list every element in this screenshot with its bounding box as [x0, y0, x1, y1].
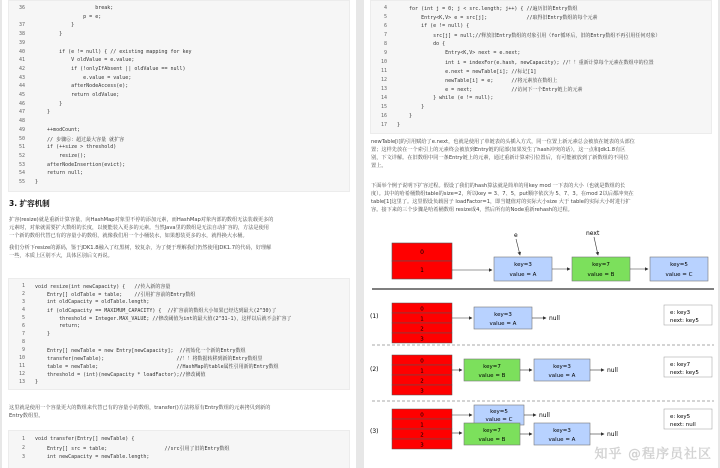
step1-node-key3-key: key=3 [494, 312, 512, 318]
code-line-number: 9 [21, 347, 25, 353]
code-line-number: 53 [18, 161, 25, 168]
code-block-transfer-body [370, 0, 712, 134]
code-line: Entry[] newTable = new Entry[newCapacity]; //初始化一个新的Entry数组 [35, 348, 246, 354]
code-line-number: 5 [21, 315, 25, 321]
code-line: newTable[i] = e; //将元素放在数组上 [397, 78, 558, 84]
code-line-number: 39 [18, 39, 25, 46]
step3-null-a: null [539, 412, 550, 419]
new-slot-label: 1 [420, 422, 424, 429]
step3-node-key5-key: key=5 [490, 409, 508, 415]
paragraph-line: 度）。其中的哈希桶数组table的size=2，所以key = 3、7、5，put顺序依次为 5、7、3。在mod 2以后都冲突在 [371, 191, 634, 197]
code-line: threshold = Integer.MAX_VALUE; //修改阈值为int的最大值(2^31-1)，这样以后就不会扩容了 [35, 316, 292, 322]
code-line-number: 1 [21, 283, 25, 289]
code-line: transfer(newTable); //！！将数据转移到新的Entry数组里 [35, 356, 263, 362]
code-line-number: 7 [383, 32, 387, 38]
paragraph-line: 扩容(resize)就是重新计算容量，向HashMap对象里不停的添加元素，而HashMap对象内部的数组无法装载更多的 [9, 217, 274, 223]
code-line: } [35, 22, 75, 29]
step2-null: null [607, 367, 618, 374]
code-line: } [35, 109, 51, 116]
node-key7-value: value = B [587, 272, 615, 278]
code-line-number: 4 [21, 307, 25, 313]
code-line-number: 5 [383, 14, 387, 20]
new-slot-label: 3 [420, 442, 424, 449]
code-line-number: 51 [18, 144, 25, 151]
code-block-resize [8, 278, 350, 390]
code-line-number: 15 [380, 104, 387, 110]
node-key7-key: key=7 [592, 262, 610, 268]
code-line: p = e; [35, 13, 102, 20]
code-line-number: 38 [18, 31, 25, 38]
code-line-number: 12 [18, 371, 25, 377]
code-line-number: 1 [21, 436, 25, 442]
code-line: ++modCount; [35, 126, 81, 133]
code-line: Entry<K,V> e = src[j]; //取得旧Entry数组的每个元素 [397, 15, 598, 21]
right-page [364, 0, 718, 468]
code-line: } [35, 331, 51, 337]
paragraph-line: 置；这样先放在一个索引上的元素终会被放到Entry链的尾部(如果发生了hash冲突的话），这一点和Jdk1.8有区 [371, 147, 626, 153]
code-line: return null; [35, 170, 84, 177]
code-line: do { [397, 41, 446, 47]
new-slot-label: 2 [420, 326, 424, 333]
pointer-next-label: next [586, 230, 600, 237]
code-line-number: 10 [380, 59, 387, 65]
paragraph-line: 我们分析下resize的源码，鉴于JDK1.8融入了红黑树，较复杂，为了便于理解我们仍然使用JDK1.7的代码，好理解 [9, 245, 272, 251]
code-line: return oldValue; [35, 92, 120, 98]
paragraph-line: 一个新的数组代替已有的容量小的数组，就像我们用一个小桶装水，如果想装更多的水，就得换大水桶。 [9, 233, 248, 239]
code-line: afterNodeInsertion(evict); [35, 161, 126, 168]
code-line-number: 4 [383, 5, 387, 11]
node-key5-key: key=5 [670, 262, 688, 268]
step3-node-key7-key: key=7 [483, 428, 501, 434]
code-line: break; [35, 5, 114, 11]
step3-info-e: e: key5 [670, 414, 691, 420]
code-line: threshold = (int)(newCapacity * loadFactor);//修改阈值 [35, 372, 206, 378]
step3-node-key3-value: value = A [548, 437, 576, 443]
left-page [2, 0, 356, 468]
code-line-number: 50 [18, 135, 25, 142]
code-line-number: 49 [18, 126, 25, 133]
code-line-number: 45 [18, 92, 25, 98]
code-line-number: 37 [18, 22, 25, 29]
paragraph-resize-intro [9, 216, 353, 240]
code-line-number: 2 [21, 445, 25, 451]
code-line-number: 52 [18, 152, 25, 159]
paragraph-line: table[1]这里了。这里假设负载因子 loadFactor=1，即当键值对的实际大小size 大于 table的实际大小时进行扩 [371, 199, 631, 205]
new-slot-label: 0 [420, 306, 424, 313]
step3-node-key5-value: value = C [485, 417, 513, 423]
code-line: resize(); [35, 152, 87, 159]
code-line-number: 2 [21, 291, 25, 297]
old-table [392, 230, 708, 281]
code-line: e.value = value; [35, 74, 132, 81]
code-line-number: 36 [18, 5, 25, 11]
code-line-number: 6 [383, 23, 387, 29]
code-line-number: 44 [18, 83, 25, 90]
new-slot-label: 2 [420, 378, 424, 385]
code-line: } [397, 113, 413, 119]
code-line-number: 14 [380, 95, 387, 101]
step1-node-key3-value: value = A [489, 321, 517, 327]
node-key5-value: value = C [665, 272, 693, 278]
code-line-number: 42 [18, 65, 25, 72]
code-line: src[j] = null;//释放旧Entry数组的对象引用（for循环后，旧的Entry数组不再引用任何对象） [397, 33, 661, 39]
step1-info-next: next: key5 [670, 318, 699, 324]
code-line-number: 41 [18, 57, 25, 64]
step1-info-e: e: key3 [670, 310, 691, 316]
paragraph-head-insert [371, 138, 715, 170]
paragraph-line: 这里就是使用一个容量更大的数组来代替已有的容量小的数组，transfer()方法将原有Entry数组的元素拷贝到新的 [9, 405, 271, 411]
code-block-put-tail [8, 0, 350, 192]
code-line: table = newTable; //HashMap的table属性引用新的Entry数组 [35, 364, 279, 370]
step-3-label: (3) [370, 428, 379, 435]
paragraph-line: 容。接下来的三个步骤是哈希桶数组 resize成4，然后所有的Node重新rehash的过程。 [371, 207, 573, 213]
paragraph-line: 别，下文详解。在旧数组中同一条Entry链上的元素，通过重新计算索引位置后，有可能被放到了新数组的不同位 [371, 155, 629, 161]
new-slot-label: 2 [420, 432, 424, 439]
code-line-number: 8 [383, 41, 387, 47]
code-line: if (oldCapacity == MAXIMUM_CAPACITY) { //扩容前的数组大小如果已经达到最大(2^30)了 [35, 308, 277, 314]
code-line-number: 55 [18, 179, 25, 185]
step-2 [370, 355, 712, 395]
code-line: void transfer(Entry[] newTable) { [35, 436, 135, 442]
old-slot-0-label: 0 [420, 249, 424, 256]
code-line: e = next; //访问下一个Entry链上的元素 [397, 87, 583, 93]
code-line: } [35, 31, 63, 38]
code-line-number: 48 [18, 118, 25, 125]
code-line-number: 54 [18, 170, 25, 177]
new-slot-label: 0 [420, 358, 424, 365]
step3-null-b: null [607, 431, 618, 438]
paragraph-transfer-intro [9, 404, 353, 420]
step2-node-key7-key: key=7 [483, 364, 501, 370]
code-line: if (e != null) { [397, 23, 470, 29]
code-line: } [397, 104, 425, 110]
code-line: Entry<K,V> next = e.next; [397, 50, 521, 56]
code-line: V oldValue = e.value; [35, 57, 135, 64]
code-block-transfer-head [8, 430, 350, 468]
watermark: 知乎 @程序员社区 [594, 447, 712, 462]
code-line: } [35, 379, 39, 385]
step-1 [370, 303, 712, 343]
code-line: if (++size > threshold) [35, 144, 117, 151]
new-slot-label: 3 [420, 388, 424, 395]
paragraph-line: 下面举个例子说明下扩容过程。假设了我们的hash算法就是简单的用key mod 一下表的大小（也就是数组的长 [371, 183, 626, 189]
code-line-number: 7 [21, 331, 25, 337]
section-heading-resize: 3. 扩容机制 [9, 199, 50, 208]
old-slot-1-label: 1 [420, 267, 424, 274]
code-line: Entry[] oldTable = table; //引用扩容前的Entry数组 [35, 292, 196, 298]
code-line: int i = indexFor(e.hash, newCapacity); //！！重新计算每个元素在数组中的位置 [397, 60, 654, 66]
code-line-number: 3 [21, 299, 25, 305]
code-line-number: 9 [383, 50, 387, 56]
code-line: } [35, 100, 63, 107]
code-line-number: 3 [21, 454, 25, 460]
code-line-number: 12 [380, 77, 387, 83]
step-1-label: (1) [370, 313, 379, 320]
step-2-label: (2) [370, 366, 379, 373]
step3-node-key3-key: key=3 [553, 428, 571, 434]
code-line-number: 11 [18, 363, 25, 369]
code-line: int oldCapacity = oldTable.length; [35, 299, 150, 305]
paragraph-line: 置上。 [371, 163, 387, 169]
code-line-number: 8 [21, 339, 25, 345]
new-slot-label: 1 [420, 316, 424, 323]
step1-null: null [549, 315, 560, 322]
paragraph-resize-source [9, 244, 353, 260]
code-line-number: 43 [18, 74, 25, 81]
code-line: } [35, 179, 39, 185]
code-line-number: 47 [18, 109, 25, 116]
code-line: return; [35, 323, 81, 329]
code-line-number: 16 [380, 113, 387, 119]
code-line: } while (e != null); [397, 95, 494, 101]
code-line-number: 17 [380, 122, 387, 128]
code-line: void resize(int newCapacity) { //传入新的容量 [35, 284, 171, 290]
new-slot-label: 1 [420, 368, 424, 375]
code-line-number: 46 [18, 100, 25, 107]
code-line: afterNodeAccess(e); [35, 83, 129, 90]
code-line: for (int j = 0; j < src.length; j++) { //遍历旧的Entry数组 [397, 6, 578, 12]
paragraph-resize-example [371, 182, 715, 214]
code-line: // 步骤⑥：超过最大容量 就扩容 [35, 136, 125, 143]
paragraph-line: 一些，本质上区别不大，具体区别后文再说。 [9, 253, 113, 259]
code-line-number: 10 [18, 355, 25, 361]
step2-info-next: next: key5 [670, 370, 699, 376]
new-slot-label: 3 [420, 336, 424, 343]
pointer-e-label: e [514, 232, 518, 239]
code-line-number: 11 [380, 68, 387, 74]
step2-node-key3-key: key=3 [553, 364, 571, 370]
code-line: } [397, 122, 401, 128]
code-line-number: 13 [380, 86, 387, 92]
step3-node-key7-value: value = B [478, 437, 506, 443]
code-line: e.next = newTable[i]; //标记[1] [397, 69, 537, 75]
step2-info-e: e: key7 [670, 362, 691, 368]
paragraph-line: newTable[i]的引用赋给了e.next，也就是使用了单链表的头插入方式，同一位置上新元素总会被放在链表的头部位 [371, 139, 635, 145]
code-line: int newCapacity = newTable.length; [35, 454, 150, 460]
code-line-number: 6 [21, 323, 25, 329]
step3-info-next: next: null [670, 422, 696, 428]
node-key3-key: key=3 [514, 262, 532, 268]
code-line: if (e != null) { // existing mapping for key [35, 48, 192, 55]
paragraph-line: 元素时，对象就需要扩大数组的长度，以便能装入更多的元素。当然Java里的数组是无法自动扩容的，方法是使用 [9, 225, 269, 231]
node-key3-value: value = A [509, 272, 537, 278]
paragraph-line: Entry数组里。 [9, 413, 44, 419]
new-slot-label: 0 [420, 412, 424, 419]
rehash-diagram [364, 223, 718, 468]
code-line: Entry[] src = table; //src引用了旧的Entry数组 [35, 446, 230, 452]
code-line: if (!onlyIfAbsent || oldValue == null) [35, 65, 186, 72]
step2-node-key3-value: value = A [548, 373, 576, 379]
code-line-number: 13 [18, 379, 25, 385]
step2-node-key7-value: value = B [478, 373, 506, 379]
code-line-number: 40 [18, 48, 25, 55]
